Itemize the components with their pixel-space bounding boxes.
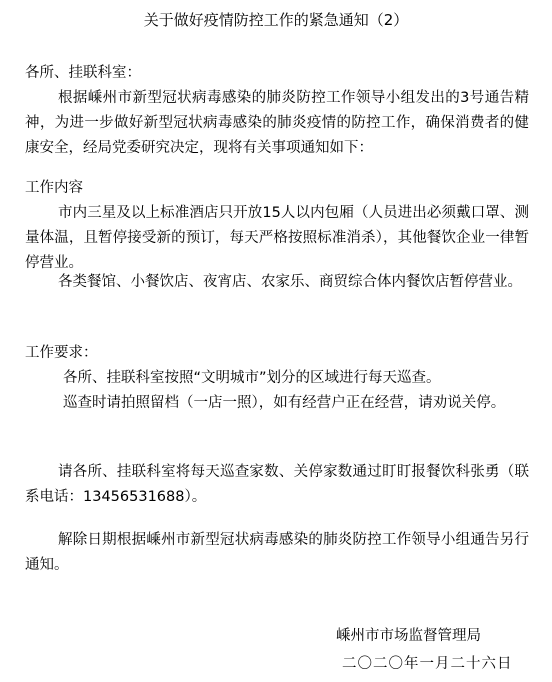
work-requirement-item-patrol: 各所、挂联科室按照“文明城市”划分的区域进行每天巡查。: [63, 370, 441, 386]
report-paragraph: 请各所、挂联科室将每天巡查家数、关停家数通过盯盯报餐饮科张勇（联系电话：13456531688）。: [25, 464, 529, 505]
salutation: 各所、挂联科室：: [25, 65, 141, 81]
lifting-paragraph: 解除日期根据嵊州市新型冠状病毒感染的肺炎防控工作领导小组通告另行通知。: [25, 532, 529, 573]
work-content-item-hotels: 市内三星及以上标准酒店只开放15人以内包厢（人员进出必须戴口罩、测量体温，且暂停接受新的预订，每天严格按照标准消杀），其他餐饮企业一律暂停营业。: [25, 205, 529, 271]
work-requirement-item-photo: 巡查时请拍照留档（一店一照），如有经营户正在经营，请劝说关停。: [63, 395, 506, 411]
notice-title: 关于做好疫情防控工作的紧急通知（2）: [143, 11, 409, 29]
intro-paragraph: 根据嵊州市新型冠状病毒感染的肺炎防控工作领导小组发出的3号通告精神，为进一步做好新型冠状病毒感染的肺炎疫情的防控工作，确保消费者的健康安全，经局党委研究决定，现将有关事项通知如下：: [25, 90, 529, 156]
section-heading-work-requirements: 工作要求：: [25, 345, 98, 361]
work-content-item-restaurants: 各类餐馆、小餐饮店、夜宵店、农家乐、商贸综合体内餐饮店暂停营业。: [58, 274, 522, 290]
issue-date: 二〇二〇年一月二十六日: [342, 656, 513, 672]
section-heading-work-content: 工作内容: [25, 180, 83, 196]
issuer-name: 嵊州市市场监督管理局: [336, 628, 481, 644]
